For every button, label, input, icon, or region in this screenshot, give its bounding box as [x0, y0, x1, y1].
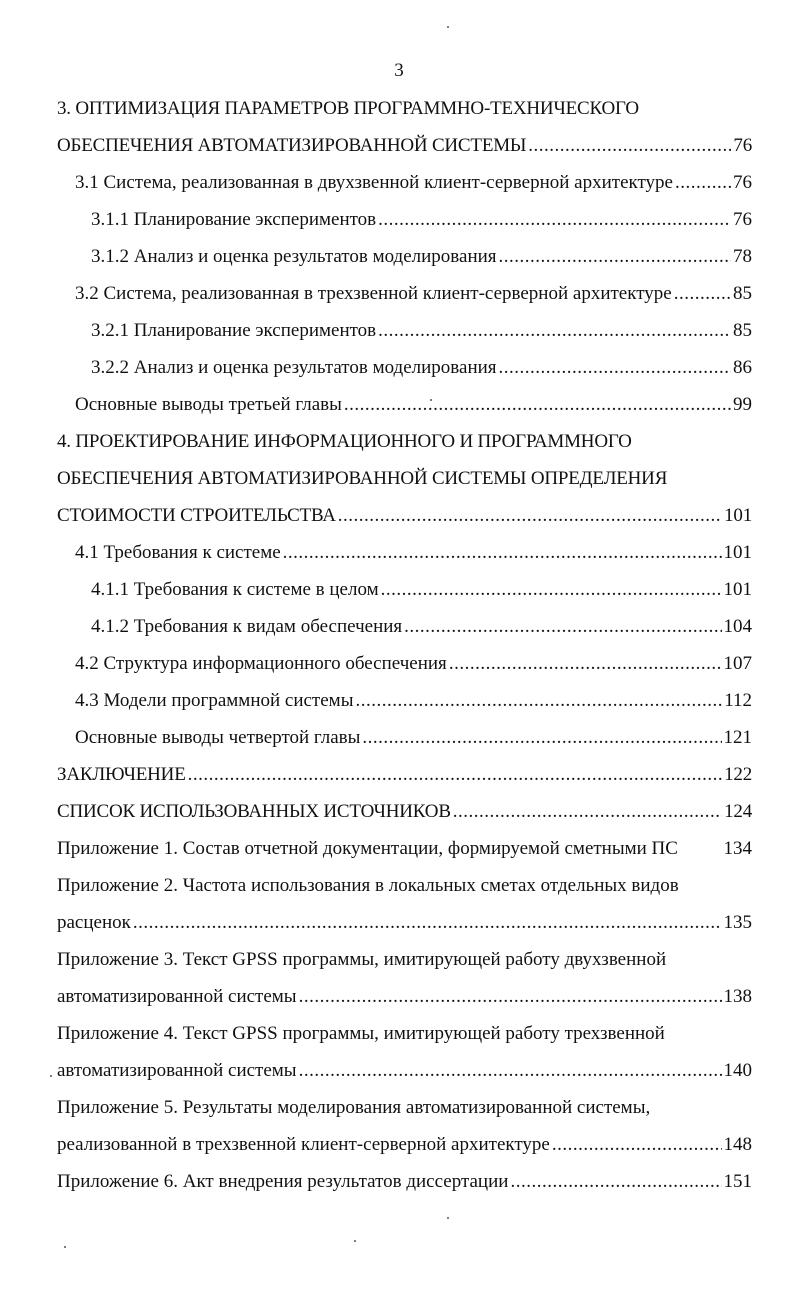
toc-entry-title: 4.2 Структура информационного обеспечения: [75, 653, 447, 674]
toc-entry-page: 76: [733, 135, 752, 156]
toc-entry-title: 3.2 Система, реализованная в трехзвенной клиент-серверной архитектуре: [75, 283, 672, 304]
toc-dot-leader: [378, 201, 731, 238]
toc-dot-leader: [674, 275, 731, 312]
table-of-contents: [57, 90, 752, 1200]
toc-entry-title: Основные выводы четвертой главы: [75, 727, 361, 748]
page-number: 3: [394, 60, 404, 81]
toc-dot-leader: [528, 127, 731, 164]
toc-entry-title: ОБЕСПЕЧЕНИЯ АВТОМАТИЗИРОВАННОЙ СИСТЕМЫ: [57, 135, 527, 156]
toc-dot-leader: [510, 1163, 721, 1200]
toc-entry-title: 4.1.2 Требования к видам обеспечения: [91, 616, 403, 637]
toc-entry-title: расценок: [57, 912, 131, 933]
toc-entry: [57, 1052, 752, 1089]
toc-entry-title: 4.3 Модели программной системы: [75, 690, 354, 711]
toc-heading-line: Приложение 2. Частота использования в локальных сметах отдельных видов: [57, 875, 679, 896]
toc-entry-title: Приложение 1. Состав отчетной документации, формируемой сметными ПС: [57, 838, 678, 859]
toc-entry-page: 121: [723, 727, 752, 748]
toc-heading-line: ОБЕСПЕЧЕНИЯ АВТОМАТИЗИРОВАННОЙ СИСТЕМЫ ОПРЕДЕЛЕНИЯ: [57, 468, 668, 489]
toc-entry: [57, 238, 752, 275]
toc-entry-page: 101: [723, 579, 752, 600]
toc-entry-title: Приложение 6. Акт внедрения результатов диссертации: [57, 1171, 509, 1192]
toc-dot-leader: [378, 312, 731, 349]
toc-entry-title: автоматизированной системы: [57, 986, 297, 1007]
toc-entry-title: 4.1.1 Требования к системе в целом: [91, 579, 379, 600]
toc-entry-title: реализованной в трехзвенной клиент-серверной архитектуре: [57, 1134, 550, 1155]
toc-entry-page: 85: [733, 283, 752, 304]
toc-heading-line: 4. ПРОЕКТИРОВАНИЕ ИНФОРМАЦИОННОГО И ПРОГРАММНОГО: [57, 431, 632, 452]
toc-entry-title: автоматизированной системы: [57, 1060, 297, 1081]
scan-speck: [430, 399, 432, 401]
toc-entry: [57, 201, 752, 238]
toc-entry-title: 3.1.2 Анализ и оценка результатов моделирования: [91, 246, 497, 267]
scan-speck: [50, 1075, 52, 1077]
toc-entry: [57, 571, 752, 608]
toc-dot-leader: [283, 534, 722, 571]
toc-dot-leader: [453, 793, 722, 830]
toc-entry-page: 134: [723, 838, 752, 859]
toc-dot-leader: [449, 645, 722, 682]
toc-entry: [57, 497, 752, 534]
toc-heading-line: Приложение 4. Текст GPSS программы, имитирующей работу трехзвенной: [57, 1023, 665, 1044]
toc-entry: [57, 127, 752, 164]
toc-entry-title: 3.1.1 Планирование экспериментов: [91, 209, 377, 230]
toc-dot-leader: [381, 571, 722, 608]
toc-entry-page: 101: [723, 542, 752, 563]
toc-dot-leader: [299, 1052, 722, 1089]
toc-entry-title: 3.2.2 Анализ и оценка результатов моделирования: [91, 357, 497, 378]
toc-entry: [57, 349, 752, 386]
toc-entry-page: 76: [733, 209, 752, 230]
toc-entry-title: 3.2.1 Планирование экспериментов: [91, 320, 377, 341]
toc-dot-leader: [299, 978, 722, 1015]
toc-dot-leader: [499, 349, 731, 386]
toc-entry: [57, 608, 752, 645]
toc-entry-title: Основные выводы третьей главы: [75, 394, 342, 415]
toc-entry: [57, 682, 752, 719]
toc-entry-page: 85: [733, 320, 752, 341]
toc-entry: [57, 386, 752, 423]
toc-dot-leader: [499, 238, 731, 275]
toc-entry-title: СПИСОК ИСПОЛЬЗОВАННЫХ ИСТОЧНИКОВ: [57, 801, 451, 822]
toc-dot-leader: [188, 756, 722, 793]
toc-dot-leader: [552, 1126, 722, 1163]
toc-dot-leader: [362, 719, 721, 756]
toc-dot-leader: [355, 682, 722, 719]
toc-entry-page: 138: [723, 986, 752, 1007]
toc-entry: [57, 904, 752, 941]
toc-entry: [57, 312, 752, 349]
toc-entry-page: 76: [733, 172, 752, 193]
toc-entry-title: 4.1 Требования к системе: [75, 542, 281, 563]
scan-speck: [447, 1217, 449, 1219]
toc-entry: [57, 275, 752, 312]
toc-entry-title: СТОИМОСТИ СТРОИТЕЛЬСТВА: [57, 505, 336, 526]
toc-entry: [57, 756, 752, 793]
scan-speck: [447, 26, 449, 28]
toc-entry: [57, 1126, 752, 1163]
toc-dot-leader: [675, 164, 731, 201]
toc-dot-leader: [344, 386, 731, 423]
toc-entry: [57, 793, 752, 830]
toc-entry-page: 122: [724, 764, 752, 785]
toc-entry-page: 151: [723, 1171, 752, 1192]
toc-entry: [57, 1163, 752, 1200]
toc-entry-page: 140: [723, 1060, 752, 1081]
toc-entry-page: 135: [723, 912, 752, 933]
toc-entry: [57, 534, 752, 571]
toc-entry-title: 3.1 Система, реализованная в двухзвенной клиент-серверной архитектуре: [75, 172, 673, 193]
toc-entry: [57, 164, 752, 201]
toc-entry: [57, 978, 752, 1015]
toc-entry-page: 148: [723, 1134, 752, 1155]
toc-entry-page: 112: [724, 690, 752, 711]
toc-entry-page: 78: [733, 246, 752, 267]
toc-dot-leader: [338, 497, 722, 534]
toc-entry-page: 86: [733, 357, 752, 378]
toc-entry: [57, 645, 752, 682]
toc-entry: [57, 719, 752, 756]
toc-heading-line: 3. ОПТИМИЗАЦИЯ ПАРАМЕТРОВ ПРОГРАММНО-ТЕХНИЧЕСКОГО: [57, 98, 639, 119]
toc-entry-title: ЗАКЛЮЧЕНИЕ: [57, 764, 186, 785]
toc-dot-leader: [133, 904, 722, 941]
toc-entry-page: 101: [724, 505, 752, 526]
toc-dot-leader: [404, 608, 721, 645]
toc-entry-page: 99: [733, 394, 752, 415]
toc-entry-page: 107: [723, 653, 752, 674]
scan-speck: [354, 1240, 356, 1242]
toc-heading-line: Приложение 5. Результаты моделирования автоматизированной системы,: [57, 1097, 651, 1118]
scan-speck: [64, 1246, 66, 1248]
toc-entry-page: 104: [723, 616, 752, 637]
toc-entry: [57, 830, 752, 867]
toc-entry-page: 124: [724, 801, 752, 822]
toc-heading-line: Приложение 3. Текст GPSS программы, имитирующей работу двухзвенной: [57, 949, 667, 970]
